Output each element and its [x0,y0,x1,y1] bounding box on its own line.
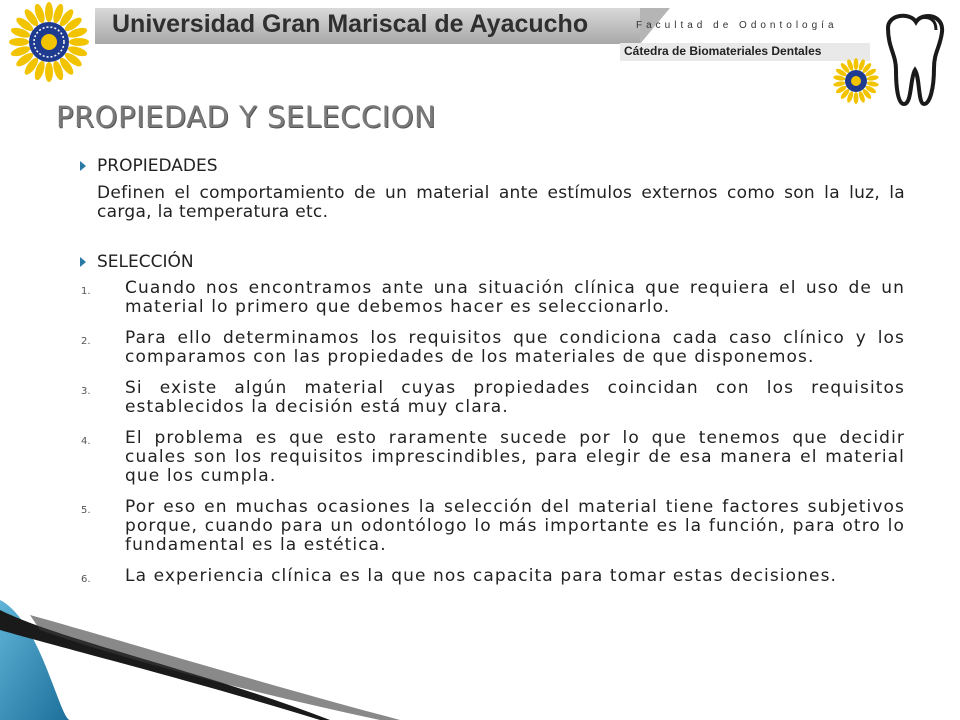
tooth-icon [880,8,950,108]
decorative-swoosh [0,580,400,720]
small-sunflower-logo-icon [832,58,880,104]
list-item [80,379,905,417]
seleccion-heading [80,252,905,272]
propiedades-heading-text: PROPIEDADES [97,156,218,176]
seleccion-list [80,279,905,586]
list-item [80,429,905,486]
faculty-name: Facultad de Odontología [636,20,838,31]
sunflower-logo-icon [4,2,94,82]
list-item-text: Para ello determinamos los requisitos que condiciona cada caso clínico y los comparamos con las propiedades de los materiales de que disponemos. [125,328,905,367]
slide-body [80,156,905,598]
list-number: 2. [81,336,91,347]
list-item [80,329,905,367]
seleccion-heading-text: SELECCIÓN [97,252,194,272]
list-item [80,498,905,555]
chair-name: Cátedra de Biomateriales Dentales [624,44,822,58]
slide-title: PROPIEDAD Y SELECCION [56,100,437,134]
list-number: 4. [81,436,91,447]
propiedades-heading [80,156,905,176]
list-number: 3. [81,386,91,397]
triangle-bullet-icon [80,161,86,171]
triangle-bullet-icon [80,257,86,267]
list-number: 5. [81,505,91,516]
list-item-text: El problema es que esto raramente sucede por lo que tenemos que decidir cuales son los requisitos imprescindibles, para elegir de esa manera el material que los cumpla. [125,428,905,486]
list-number: 6. [81,574,91,585]
list-item-text: Por eso en muchas ocasiones la selección del material tiene factores subjetivos porque, cuando para un odontólogo lo más importante es la función, para otro lo fundamental es la estética. [125,497,905,555]
propiedades-text: Definen el comportamiento de un material ante estímulos externos como son la luz, la carga, la temperatura etc. [97,183,905,222]
list-item-text: Cuando nos encontramos ante una situación clínica que requiera el uso de un material lo primero que debemos hacer es seleccionarlo. [125,278,905,317]
list-number: 1. [81,286,91,297]
list-item-text: La experiencia clínica es la que nos capacita para tomar estas decisiones. [125,566,838,586]
list-item-text: Si existe algún material cuyas propiedades coincidan con los requisitos establecidos la decisión está muy clara. [125,378,905,417]
university-name: Universidad Gran Mariscal de Ayacucho [112,10,589,38]
list-item [80,279,905,317]
